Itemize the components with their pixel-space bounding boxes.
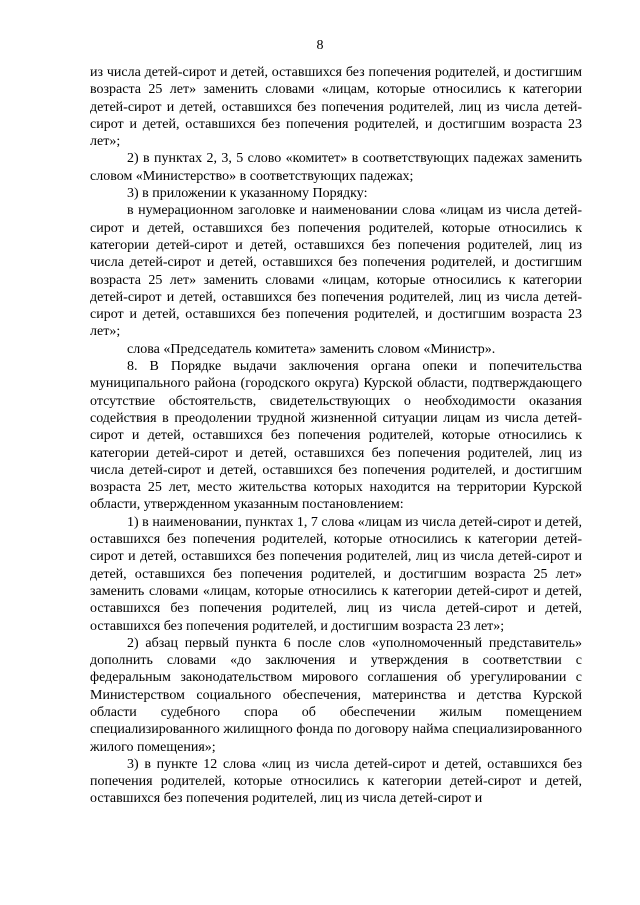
paragraph-section-8-item-2: 2) абзац первый пункта 6 после слов «уполномоченный представитель» дополнить словами «до заключения и утверждения в соответствии с федеральным законодательством мирового соглашения об урегулировании с Министерством социального обеспечения, материнства и детства Курской области судебного спора об обеспечении жилым помещением специализированного жилищного фонда по договору найма специализированного жилого помещения»; — [90, 635, 582, 755]
paragraph-item-2: 2) в пунктах 2, 3, 5 слово «комитет» в соответствующих падежах заменить словом «Министерство» в соответствующих падежах; — [90, 151, 582, 184]
page-number: 8 — [316, 38, 324, 53]
paragraph-continuation: из числа детей-сирот и детей, оставшихся без попечения родителей, и достигшим возраста 25 лет» заменить словами «лицам, которые относились к категории детей-сирот и детей, оставшихся без попечения родителей, лиц из числа детей-сирот и детей, оставшихся без попечения родителей, и достигшим возраста 23 лет»; — [90, 65, 582, 150]
paragraph-item-3: 3) в приложении к указанному Порядку: — [127, 186, 368, 202]
paragraph-section-8-item-3: 3) в пункте 12 слова «лиц из числа детей-сирот и детей, оставшихся без попечения родителей, которые относились к категории детей-сирот и детей, оставшихся без попечения родителей, лиц из числа детей-сирот и — [90, 756, 582, 807]
paragraph-section-8: 8. В Порядке выдачи заключения органа опеки и попечительства муниципального района (городского округа) Курской области, подтверждающего отсутствие обстоятельств, свидетельствующих о необходимости оказания содействия в преодолении трудной жизненной ситуации лицам из числа детей-сирот и детей, оставшихся без попечения родителей, которые относились к категории детей-сирот и детей, оставшихся без попечения родителей, лиц из числа детей-сирот и детей, оставшихся без попечения родителей, и достигшим возраста 25 лет, место жительства которых находится на территории Курской области, утвержденном указанным постановлением: — [90, 359, 582, 513]
paragraph-section-8-item-1: 1) в наименовании, пунктах 1, 7 слова «лицам из числа детей-сирот и детей, оставшихся без попечения родителей, которые относились к категории детей-сирот и детей, оставшихся без попечения родителей, лиц из числа детей-сирот и детей, оставшихся без попечения родителей, и достигшим возраста 25 лет» заменить словами «лицам, которые относились к категории детей-сирот и детей, оставшихся без попечения родителей, лиц из числа детей-сирот и детей, оставшихся без попечения родителей, и достигшим возраста 23 лет»; — [90, 514, 582, 634]
paragraph-numbering-heading: в нумерационном заголовке и наименовании слова «лицам из числа детей-сирот и детей, оставшихся без попечения родителей, которые относились к категории детей-сирот и детей, оставшихся без попечения родителей, лиц из числа детей-сирот и детей, оставшихся без попечения родителей, и достигшим возраста 25 лет» заменить словами «лицам, которые относились к категории детей-сирот и детей, оставшихся без попечения родителей, лиц из числа детей-сирот и детей, оставшихся без попечения родителей, и достигшим возраста 23 лет»; — [90, 203, 582, 340]
paragraph-chairman-replace: слова «Председатель комитета» заменить словом «Министр». — [127, 341, 496, 357]
document-body — [90, 64, 582, 808]
